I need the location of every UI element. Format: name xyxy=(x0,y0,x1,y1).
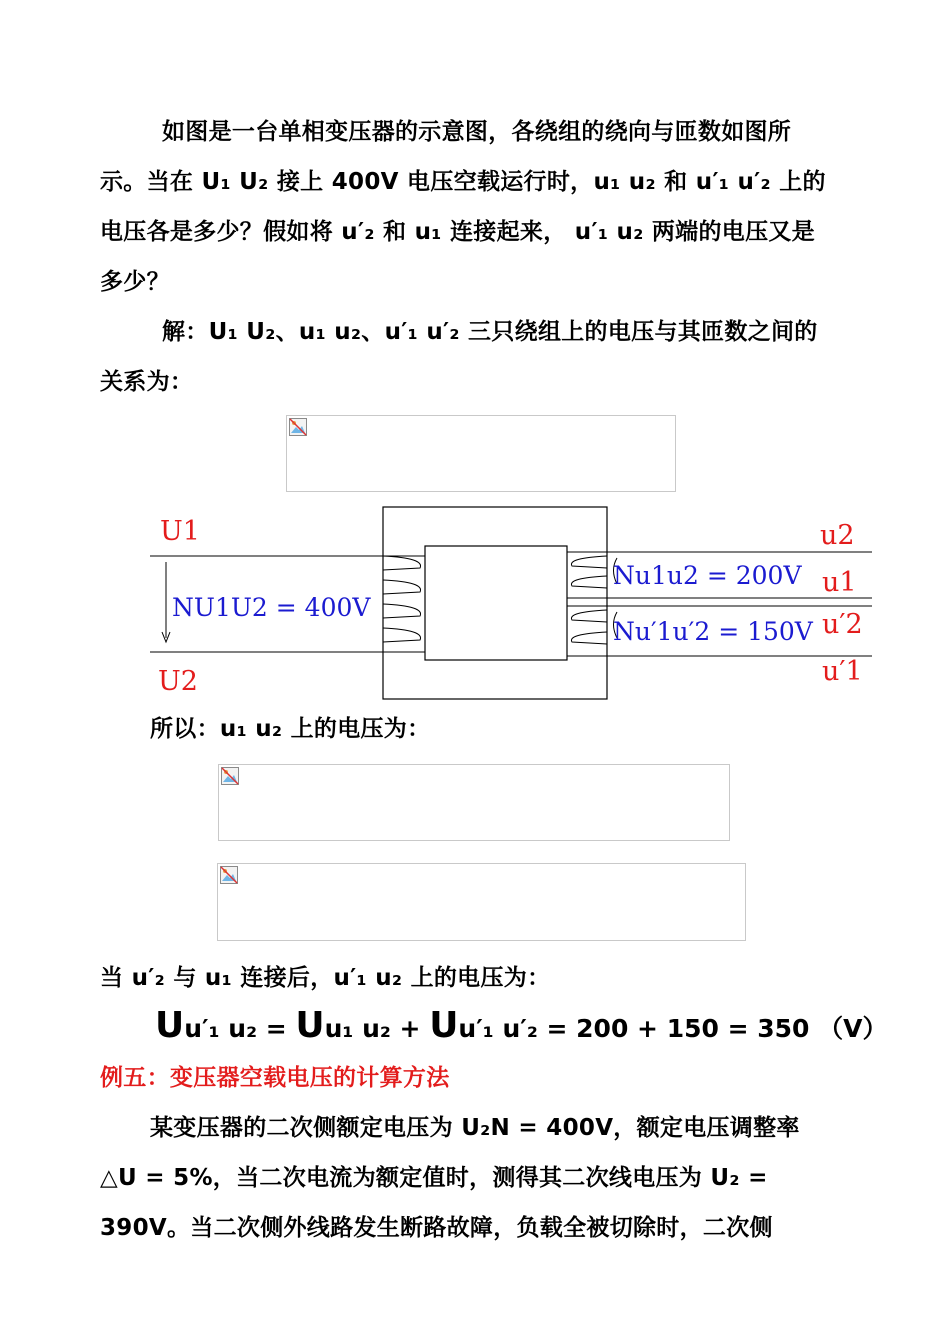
primary-coil xyxy=(383,556,421,642)
example-title: 例五：变压器空载电压的计算方法 xyxy=(100,1065,450,1091)
transformer-diagram xyxy=(150,500,880,710)
para5-line2: △U = 5%，当二次电流为额定值时，测得其二次线电压为 U₂ = xyxy=(100,1165,768,1191)
core-window xyxy=(425,546,567,660)
para1-line2: 示。当在 U₁ U₂ 接上 400V 电压空载运行时，u₁ u₂ 和 u′₁ u′₂ 上的 xyxy=(100,169,826,195)
label-U1: U1 xyxy=(160,516,200,547)
para1-line3: 电压各是多少？假如将 u′₂ 和 u₁ 连接起来， u′₁ u₂ 两端的电压又是 xyxy=(100,219,815,245)
label-u2: u2 xyxy=(820,520,855,551)
label-u1: u1 xyxy=(822,567,857,598)
secondary-coil-1 xyxy=(571,556,607,588)
core-outer xyxy=(383,507,607,699)
para1-line4: 多少？ xyxy=(100,269,170,295)
para5-line1: 某变压器的二次侧额定电压为 U₂N = 400V，额定电压调整率 xyxy=(150,1115,800,1141)
primary-voltage-label: NU1U2 = 400V xyxy=(172,593,371,622)
para3: 所以：u₁ u₂ 上的电压为： xyxy=(150,716,431,742)
para1-line1: 如图是一台单相变压器的示意图，各绕组的绕向与匝数如图所 xyxy=(162,119,792,145)
broken-image-3 xyxy=(217,863,746,941)
para2-line1: 解：U₁ U₂、u₁ u₂、u′₁ u′₂ 三只绕组上的电压与其匝数之间的 xyxy=(162,319,818,345)
label-u-prime-2: u′2 xyxy=(822,609,863,640)
secondary-coil-2 xyxy=(571,610,607,644)
broken-image-1 xyxy=(286,415,676,492)
label-u-prime-1: u′1 xyxy=(822,656,863,687)
secondary-voltage-label-2: Nu′1u′2 = 150V xyxy=(613,617,813,646)
para5-line3: 390V。当二次侧外线路发生断路故障，负载全被切除时，二次侧 xyxy=(100,1215,773,1241)
label-U2: U2 xyxy=(158,666,198,697)
para4: 当 u′₂ 与 u₁ 连接后，u′₁ u₂ 上的电压为： xyxy=(100,965,551,991)
broken-image-icon xyxy=(221,767,239,785)
broken-image-icon xyxy=(289,418,307,436)
voltage-sum-formula: Uu′₁ u₂ = Uu₁ u₂ + Uu′₁ u′₂ = 200 + 150 = 350 （V） xyxy=(155,1005,888,1046)
broken-image-icon xyxy=(220,866,238,884)
secondary-voltage-label-1: Nu1u2 = 200V xyxy=(613,561,802,590)
para2-line2: 关系为： xyxy=(100,369,194,395)
broken-image-2 xyxy=(218,764,730,841)
